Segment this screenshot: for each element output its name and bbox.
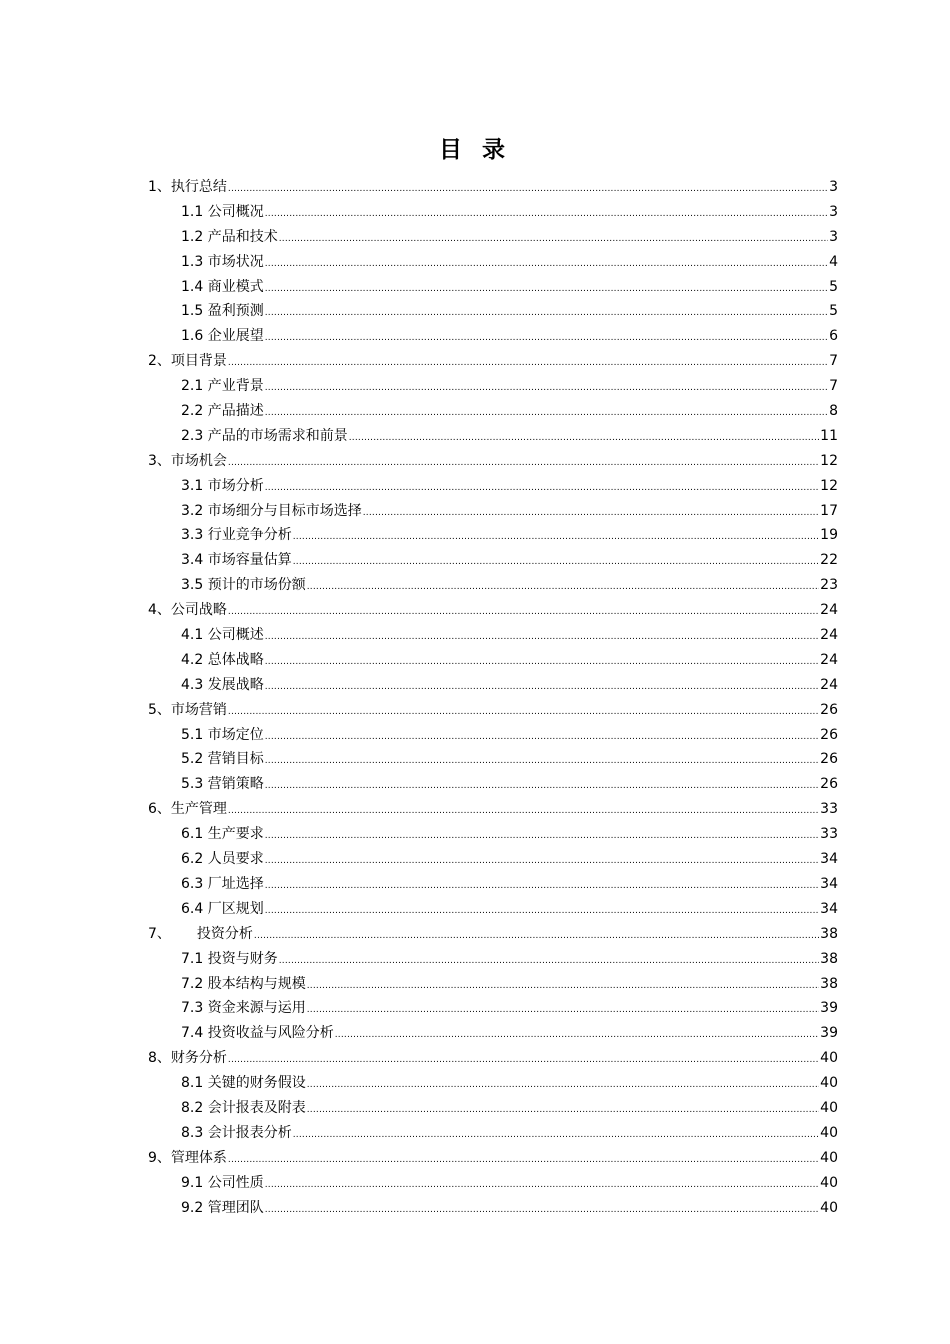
toc-subsection-entry[interactable] [148,299,838,324]
toc-entry-label [181,1121,292,1146]
toc-dot-leader [265,675,819,700]
toc-section-entry[interactable] [148,449,838,474]
toc-entry-label-text: 2.3 产品的市场需求和前景 [181,427,348,444]
toc-dot-leader [265,874,819,899]
toc-section-entry[interactable] [148,922,838,947]
toc-dot-leader [265,401,828,426]
toc-dot-leader [228,177,828,202]
table-of-contents [148,175,838,1220]
toc-subsection-entry[interactable] [148,573,838,598]
toc-entry-label [181,250,264,275]
toc-page-number: 8 [829,403,838,420]
toc-entry-label [181,972,306,997]
toc-subsection-entry[interactable] [148,275,838,300]
toc-section-entry[interactable] [148,349,838,374]
toc-dot-leader [228,351,828,376]
toc-page-number: 5 [829,278,838,295]
toc-entry-label-tail: 投资分析 [196,925,253,942]
toc-entry-label [181,474,264,499]
toc-entry-label-text: 1.1 公司概况 [181,203,264,220]
toc-entry-label [181,225,278,250]
toc-dot-leader [265,277,828,302]
toc-entry-label-text: 4.1 公司概述 [181,627,264,644]
toc-subsection-entry[interactable] [148,474,838,499]
toc-dot-leader [335,1023,819,1048]
toc-dot-leader [293,1123,819,1148]
toc-dot-leader [293,525,819,550]
toc-entry-label-text: 8、财务分析 [148,1050,227,1067]
toc-subsection-entry[interactable] [148,250,838,275]
toc-entry-label [148,175,227,200]
toc-page-number: 12 [820,477,838,494]
toc-page-number: 33 [820,826,838,843]
toc-entry-label [181,1096,306,1121]
toc-page-number: 4 [829,253,838,270]
toc-page-number: 39 [820,1000,838,1017]
toc-entry-label-text: 3.2 市场细分与目标市场选择 [181,502,362,519]
toc-page-number: 22 [820,552,838,569]
toc-page-number: 40 [820,1174,838,1191]
toc-subsection-entry[interactable] [148,723,838,748]
toc-entry-label-text: 4.3 发展战略 [181,676,264,693]
toc-entry-label [181,200,264,225]
toc-entry-label-text: 5.2 营销目标 [181,751,264,768]
toc-entry-label [148,1146,227,1171]
toc-entry-label-text: 7.2 股本结构与规模 [181,975,306,992]
toc-page-number: 40 [820,1099,838,1116]
toc-page-number: 40 [820,1149,838,1166]
toc-subsection-entry[interactable] [148,648,838,673]
toc-dot-leader [265,899,819,924]
toc-page-number: 6 [829,328,838,345]
toc-page-number: 17 [820,502,838,519]
toc-dot-leader [228,1048,819,1073]
toc-entry-label-text: 2.2 产品描述 [181,403,264,420]
toc-entry-label-text: 6、生产管理 [148,801,227,818]
toc-page-number: 26 [820,751,838,768]
toc-entry-label-text: 8.3 会计报表分析 [181,1124,292,1141]
toc-page-number: 24 [820,627,838,644]
toc-entry-label [181,275,264,300]
toc-entry-label-text: 7、 [148,925,171,942]
toc-page-number: 34 [820,900,838,917]
toc-entry-label [148,449,227,474]
toc-dot-leader [265,650,819,675]
toc-dot-leader [265,625,819,650]
toc-dot-leader [307,974,819,999]
toc-subsection-entry[interactable] [148,872,838,897]
toc-entry-label-text: 1.6 企业展望 [181,328,264,345]
toc-entry-label-text: 3、市场机会 [148,452,227,469]
toc-subsection-entry[interactable] [148,1021,838,1046]
toc-entry-label-text: 3.1 市场分析 [181,477,264,494]
page-title: 目 录 [438,136,511,163]
toc-entry-label-text: 9、管理体系 [148,1149,227,1166]
toc-entry-label [181,299,264,324]
toc-entry-label-text: 1.3 市场状况 [181,253,264,270]
toc-subsection-entry[interactable] [148,1196,838,1221]
toc-page-number: 3 [829,228,838,245]
toc-subsection-entry[interactable] [148,399,838,424]
toc-entry-label [148,1046,227,1071]
toc-dot-leader [279,227,828,252]
toc-page-number: 11 [820,427,838,444]
toc-entry-label [181,673,264,698]
toc-page-number: 26 [820,776,838,793]
toc-dot-leader [265,725,819,750]
toc-entry-label-text: 8.1 关键的财务假设 [181,1075,306,1092]
toc-section-entry[interactable] [148,598,838,623]
toc-entry-label-text: 4.2 总体战略 [181,651,264,668]
toc-entry-label [181,897,264,922]
toc-entry-label [181,648,264,673]
toc-dot-leader [265,1173,819,1198]
toc-entry-label-text: 7.4 投资收益与风险分析 [181,1025,334,1042]
toc-section-entry[interactable] [148,1046,838,1071]
toc-page-number: 5 [829,303,838,320]
toc-dot-leader [363,501,819,526]
toc-page-number: 23 [820,577,838,594]
toc-dot-leader [265,1198,819,1223]
toc-entry-label [181,573,306,598]
toc-entry-label-text: 4、公司战略 [148,602,227,619]
toc-subsection-entry[interactable] [148,772,838,797]
toc-entry-label [181,548,292,573]
toc-dot-leader [265,849,819,874]
toc-entry-label [181,1071,306,1096]
toc-dot-leader [349,426,819,451]
toc-section-entry[interactable] [148,698,838,723]
toc-subsection-entry[interactable] [148,623,838,648]
toc-entry-label [181,947,278,972]
toc-entry-label-text: 6.2 人员要求 [181,851,264,868]
toc-page-number: 24 [820,602,838,619]
toc-dot-leader [293,550,819,575]
toc-page-number: 34 [820,851,838,868]
toc-dot-leader [265,326,828,351]
toc-page-number: 38 [820,950,838,967]
toc-entry-label-text: 7.1 投资与财务 [181,950,278,967]
toc-entry-label-text: 3.5 预计的市场份额 [181,577,306,594]
toc-page-number: 38 [820,925,838,942]
toc-page-number: 38 [820,975,838,992]
toc-subsection-entry[interactable] [148,1071,838,1096]
toc-entry-label [148,797,227,822]
toc-subsection-entry[interactable] [148,523,838,548]
toc-dot-leader [265,301,828,326]
toc-page-number: 40 [820,1075,838,1092]
toc-entry-label [181,822,264,847]
toc-dot-leader [265,202,828,227]
toc-section-entry[interactable] [148,175,838,200]
toc-subsection-entry[interactable] [148,1171,838,1196]
toc-entry-label-text: 1.4 商业模式 [181,278,264,295]
toc-dot-leader [265,476,819,501]
toc-subsection-entry[interactable] [148,1096,838,1121]
toc-entry-label-text: 6.3 厂址选择 [181,875,264,892]
toc-entry-label [181,847,264,872]
toc-subsection-entry[interactable] [148,947,838,972]
toc-entry-label-text: 1.2 产品和技术 [181,228,278,245]
toc-dot-leader [228,799,819,824]
toc-dot-leader [307,1073,819,1098]
toc-entry-label-text: 8.2 会计报表及附表 [181,1099,306,1116]
toc-entry-label [181,1021,334,1046]
toc-page-number: 12 [820,452,838,469]
toc-entry-label-text: 6.4 厂区规划 [181,900,264,917]
toc-subsection-entry[interactable] [148,972,838,997]
toc-dot-leader [279,949,819,974]
toc-dot-leader [265,376,828,401]
toc-subsection-entry[interactable] [148,324,838,349]
toc-subsection-entry[interactable] [148,424,838,449]
toc-entry-label [181,424,348,449]
toc-entry-label [181,772,264,797]
toc-entry-label [181,723,264,748]
toc-dot-leader [265,749,819,774]
toc-page-number: 40 [820,1199,838,1216]
toc-subsection-entry[interactable] [148,996,838,1021]
toc-subsection-entry[interactable] [148,225,838,250]
toc-page-number: 7 [829,353,838,370]
toc-dot-leader [228,451,819,476]
toc-entry-label [181,623,264,648]
toc-dot-leader [307,1098,819,1123]
toc-entry-label [181,1171,264,1196]
toc-entry-label-text: 3.4 市场容量估算 [181,552,292,569]
toc-page-number: 26 [820,701,838,718]
toc-entry-label [148,598,227,623]
toc-entry-label-text: 5、市场营销 [148,701,227,718]
toc-subsection-entry[interactable] [148,200,838,225]
toc-dot-leader [265,774,819,799]
toc-page-number: 39 [820,1025,838,1042]
toc-subsection-entry[interactable] [148,897,838,922]
toc-entry-label-text: 1、执行总结 [148,179,227,195]
toc-dot-leader [254,924,819,949]
toc-page-number: 3 [829,179,838,195]
toc-entry-label-text: 9.1 公司性质 [181,1174,264,1191]
toc-page-number: 40 [820,1050,838,1067]
toc-subsection-entry[interactable] [148,747,838,772]
toc-entry-label [148,349,227,374]
toc-section-entry[interactable] [148,797,838,822]
toc-subsection-entry[interactable] [148,822,838,847]
toc-entry-label-text: 2.1 产业背景 [181,378,264,395]
toc-page-number: 24 [820,676,838,693]
toc-dot-leader [228,1148,819,1173]
toc-page-number: 24 [820,651,838,668]
toc-page-number: 19 [820,527,838,544]
toc-entry-label [181,399,264,424]
toc-subsection-entry[interactable] [148,374,838,399]
toc-entry-label [181,523,292,548]
toc-dot-leader [228,700,819,725]
toc-entry-label [181,1196,264,1221]
toc-entry-label-text: 9.2 管理团队 [181,1199,264,1216]
toc-entry-label-text: 7.3 资金来源与运用 [181,1000,306,1017]
toc-dot-leader [228,600,819,625]
toc-subsection-entry[interactable] [148,673,838,698]
toc-page-number: 34 [820,875,838,892]
toc-page-number: 33 [820,801,838,818]
toc-dot-leader [307,575,819,600]
toc-dot-leader [265,252,828,277]
toc-entry-label [181,374,264,399]
toc-entry-label [148,922,253,947]
toc-page-number: 40 [820,1124,838,1141]
toc-dot-leader [307,998,819,1023]
toc-page-number: 26 [820,726,838,743]
toc-entry-label [181,499,362,524]
toc-entry-label-text: 3.3 行业竞争分析 [181,527,292,544]
toc-subsection-entry[interactable] [148,548,838,573]
toc-entry-label-text: 5.3 营销策略 [181,776,264,793]
toc-page-number: 7 [829,378,838,395]
toc-entry-label-text: 1.5 盈利预测 [181,303,264,320]
toc-entry-label-text: 6.1 生产要求 [181,826,264,843]
toc-subsection-entry[interactable] [148,847,838,872]
toc-entry-label [181,996,306,1021]
toc-subsection-entry[interactable] [148,499,838,524]
toc-entry-label-text: 5.1 市场定位 [181,726,264,743]
toc-entry-label [148,698,227,723]
toc-dot-leader [265,824,819,849]
toc-entry-label [181,324,264,349]
toc-entry-label [181,747,264,772]
toc-page-number: 3 [829,203,838,220]
toc-subsection-entry[interactable] [148,1121,838,1146]
toc-section-entry[interactable] [148,1146,838,1171]
toc-entry-label-text: 2、项目背景 [148,353,227,370]
toc-entry-label [181,872,264,897]
